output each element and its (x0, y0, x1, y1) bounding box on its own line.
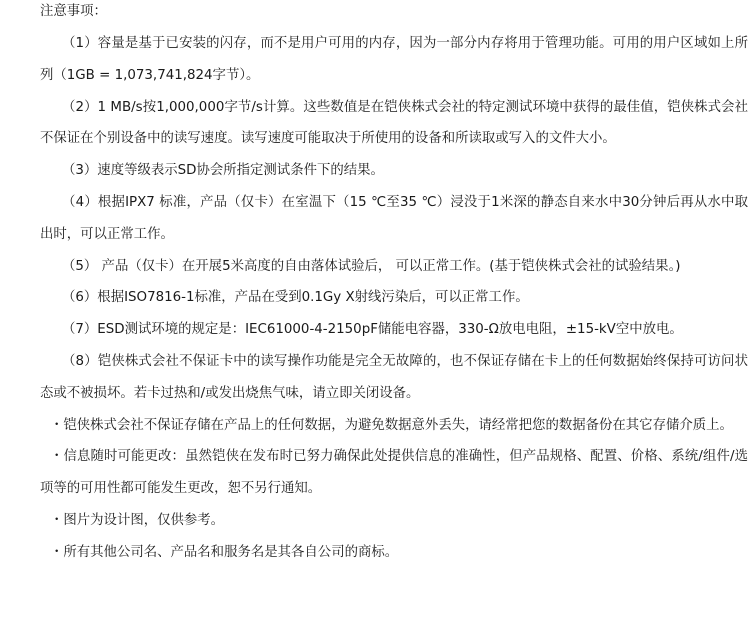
note-2: （2）1 MB/s按1,000,000字节/s计算。这些数值是在铠侠株式会社的特定测试环境中获得的最佳值，铠侠株式会社不保证在个别设备中的读写速度。读写速度可能取决于所使用的设备和所读取或写入的文件大小。 (40, 99, 748, 147)
bullet-info-change: ・信息随时可能更改：虽然铠侠在发布时已努力确保此处提供信息的准确性，但产品规格、配置、价格、系统/组件/选项等的可用性都可能发生更改，恕不另行通知。 (40, 449, 748, 497)
note-3: （3）速度等级表示SD协会所指定测试条件下的结果。 (62, 163, 384, 179)
note-4: （4）根据IPX7 标准，产品（仅卡）在室温下（15 ℃至35 ℃）浸没于1米深的静态自来水中30分钟后再从水中取出时，可以正常工作。 (40, 194, 748, 242)
note-8: （8）铠侠株式会社不保证卡中的读写操作功能是完全无故障的，也不保证存储在卡上的任何数据始终保持可访问状态或不被损坏。若卡过热和/或发出烧焦气味，请立即关闭设备。 (40, 353, 748, 401)
bullet-trademarks: ・所有其他公司名、产品名和服务名是其各自公司的商标。 (50, 544, 399, 560)
note-5: （5） 产品（仅卡）在开展5米高度的自由落体试验后， 可以正常工作。(基于铠侠株式会社的试验结果。) (62, 258, 681, 274)
notes-heading: 注意事项： (40, 4, 107, 19)
note-6: （6）根据ISO7816-1标准，产品在受到0.1Gy X射线污染后，可以正常工作。 (62, 290, 529, 306)
note-7: （7）ESD测试环境的规定是：IEC61000-4-2150pF储能电容器，330-Ω放电电阻，±15-kV空中放电。 (62, 322, 683, 338)
bullet-data-backup: ・铠侠株式会社不保证存储在产品上的任何数据，为避免数据意外丢失，请经常把您的数据备份在其它存储介质上。 (50, 417, 733, 433)
bullet-image-reference: ・图片为设计图，仅供参考。 (50, 512, 225, 528)
note-1: （1）容量是基于已安装的闪存，而不是用户可用的内存，因为一部分内存将用于管理功能。可用的用户区域如上所列（1GB = 1,073,741,824字节）。 (40, 36, 748, 83)
